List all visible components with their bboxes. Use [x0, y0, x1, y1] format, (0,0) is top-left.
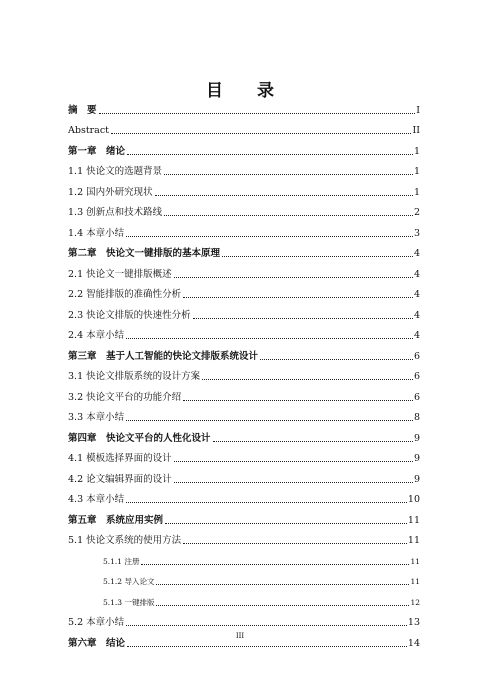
toc-entry: [68, 363, 420, 384]
toc-entry-title: 2.2 智能排版的准确性分析: [68, 289, 182, 300]
toc-entry-page: 6: [413, 371, 420, 382]
toc-entry-title: 3.3 本章小结: [68, 412, 125, 423]
toc-leader-dots: [213, 440, 413, 442]
toc-entry: [68, 588, 420, 609]
toc-entry-page: 4: [413, 289, 420, 300]
toc-entry-page: 11: [407, 535, 420, 546]
toc-entry-page: 2: [413, 207, 420, 218]
toc-entry: [68, 96, 420, 117]
toc-entry-page: II: [412, 125, 420, 136]
toc-entry: [68, 281, 420, 302]
toc-entry-title: 5.1.3 一键排版: [103, 597, 155, 607]
toc-entry-page: 8: [413, 412, 420, 423]
toc-entry: [68, 260, 420, 281]
toc-entry: [68, 465, 420, 486]
toc-entry-page: 9: [413, 453, 420, 464]
toc-entry: [68, 301, 420, 322]
toc-leader-dots: [126, 235, 413, 237]
toc-entry: [68, 445, 420, 466]
toc-leader-dots: [127, 645, 407, 647]
toc-leader-dots: [155, 194, 413, 196]
toc-entry-title: 第五章 系统应用实例: [68, 514, 164, 526]
toc-leader-dots: [174, 460, 413, 462]
toc-entry-title: 4.2 论文编辑界面的设计: [68, 473, 172, 485]
toc-leader-dots: [126, 624, 407, 626]
toc-leader-dots: [141, 563, 409, 565]
toc-entry: [68, 240, 420, 261]
toc-entry: [68, 404, 420, 425]
toc-entry-page: 12: [410, 597, 420, 607]
toc-entry-page: 11: [410, 556, 420, 566]
toc-entry: [68, 199, 420, 220]
toc-leader-dots: [164, 173, 413, 175]
toc-entry-page: 14: [407, 637, 420, 649]
toc-entry-title: 4.3 本章小结: [68, 494, 125, 505]
toc-entry-page: 13: [407, 617, 420, 628]
toc-entry-page: 4: [413, 268, 420, 280]
toc-entry-title: 2.1 快论文一键排版概述: [68, 268, 172, 280]
toc-leader-dots: [222, 255, 413, 257]
toc-entry: [68, 137, 420, 158]
toc-entry-title: 第三章 基于人工智能的快论文排版系统设计: [68, 350, 259, 362]
toc-entry-page: 6: [413, 391, 420, 403]
toc-entry: [68, 486, 420, 507]
toc-entry-title: 5.2 本章小结: [68, 617, 125, 628]
toc-leader-dots: [126, 419, 413, 421]
toc-entry-title: 第六章 结论: [68, 637, 126, 649]
toc-leader-dots: [165, 522, 407, 524]
page-number-footer: III: [235, 632, 245, 640]
toc-entry-title: 1.1 快论文的选题背景: [68, 166, 163, 177]
toc-leader-dots: [174, 481, 413, 483]
toc-entry-page: 1: [413, 186, 420, 198]
table-of-contents: [68, 96, 420, 650]
toc-entry-title: Abstract: [68, 125, 109, 136]
toc-entry-title: 第四章 快论文平台的人性化设计: [68, 432, 211, 444]
toc-entry-page: 4: [413, 330, 420, 341]
toc-entry: [68, 322, 420, 343]
toc-entry-page: 10: [407, 494, 420, 505]
toc-leader-dots: [111, 132, 412, 134]
toc-entry: [68, 178, 420, 199]
toc-leader-dots: [156, 583, 409, 585]
toc-leader-dots: [183, 399, 413, 401]
toc-entry-page: 4: [413, 309, 420, 321]
toc-entry: [68, 219, 420, 240]
toc-entry-page: 9: [413, 432, 420, 444]
toc-entry-page: 3: [413, 227, 420, 239]
toc-entry-title: 3.1 快论文排版系统的设计方案: [68, 371, 201, 382]
toc-entry: [68, 117, 420, 138]
toc-entry-title: 第一章 绪论: [68, 145, 126, 157]
toc-leader-dots: [156, 604, 409, 606]
toc-leader-dots: [99, 112, 416, 114]
toc-entry-title: 1.3 创新点和技术路线: [68, 207, 163, 218]
toc-entry-title: 5.1.2 导入论文: [103, 577, 155, 586]
toc-entry: [68, 568, 420, 589]
toc-entry: [68, 527, 420, 548]
toc-entry: [68, 158, 420, 179]
toc-leader-dots: [126, 337, 413, 339]
toc-entry-title: 5.1.1 注册: [103, 556, 140, 566]
toc-entry: [68, 424, 420, 445]
toc-entry-page: 4: [413, 248, 420, 259]
toc-entry-title: 4.1 模板选择界面的设计: [68, 453, 172, 464]
toc-entry-title: 5.1 快论文系统的使用方法: [68, 535, 182, 546]
toc-entry-page: 11: [410, 577, 420, 586]
toc-entry-title: 1.2 国内外研究现状: [68, 186, 153, 198]
toc-entry: [68, 506, 420, 527]
toc-entry-page: 6: [413, 350, 420, 362]
toc-leader-dots: [202, 378, 413, 380]
toc-entry: [68, 547, 420, 568]
toc-entry: [68, 609, 420, 630]
toc-leader-dots: [174, 276, 413, 278]
toc-entry-title: 2.3 快论文排版的快速性分析: [68, 309, 191, 321]
toc-leader-dots: [126, 501, 407, 503]
toc-entry-title: 摘 要: [68, 104, 97, 116]
toc-leader-dots: [260, 358, 413, 360]
toc-entry-page: 9: [413, 473, 420, 485]
toc-entry-title: 2.4 本章小结: [68, 330, 125, 341]
toc-leader-dots: [193, 317, 413, 319]
toc-entry-page: I: [416, 104, 420, 116]
toc-entry-title: 1.4 本章小结: [68, 227, 125, 239]
toc-entry-page: 1: [413, 166, 420, 177]
toc-entry-title: 第二章 快论文一键排版的基本原理: [68, 248, 221, 259]
toc-entry-title: 3.2 快论文平台的功能介绍: [68, 391, 182, 403]
toc-leader-dots: [183, 542, 407, 544]
toc-entry: [68, 342, 420, 363]
toc-entry-page: 11: [407, 514, 420, 526]
toc-entry-page: 1: [413, 145, 420, 157]
toc-leader-dots: [164, 214, 413, 216]
page-title: 目 录: [206, 81, 288, 101]
toc-leader-dots: [127, 153, 413, 155]
toc-leader-dots: [183, 296, 413, 298]
toc-entry: [68, 383, 420, 404]
